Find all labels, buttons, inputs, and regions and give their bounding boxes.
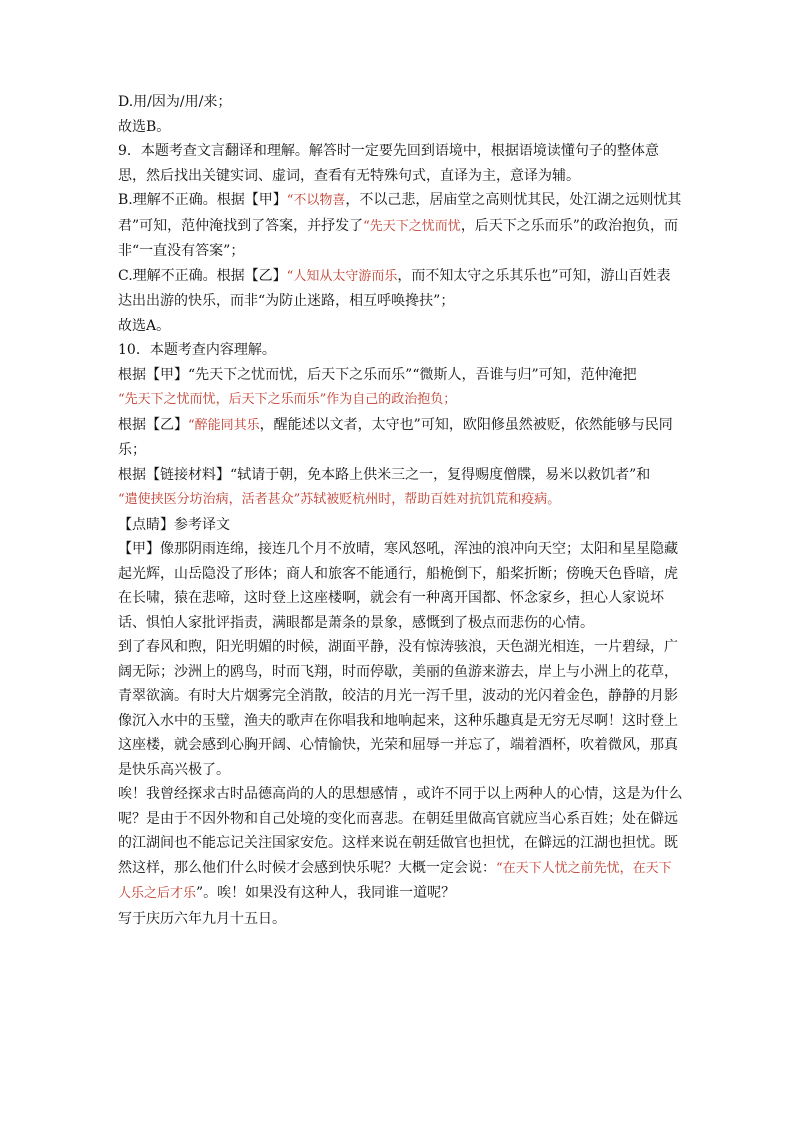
paragraph — [118, 487, 684, 513]
paragraph — [118, 264, 684, 314]
paragraph — [118, 314, 684, 339]
paragraph — [118, 782, 684, 907]
text-run: ”。唉！如果没有这种人，我同谁一道呢？ — [196, 885, 456, 901]
quoted-text: “在天下人忧之前先忧，在天下人乐之后才乐 — [118, 860, 672, 901]
quoted-text: “不以物喜 — [286, 193, 346, 208]
paragraph — [118, 115, 684, 140]
quoted-text: “遣使挟医分坊治病，活者甚众”苏轼被贬杭州时，帮助百姓对抗饥荒和疫病。 — [118, 492, 561, 507]
text-run: 根据【甲】“先天下之忧而忧，后天下之乐而乐”“微斯人，吾谁与归”可知，范仲淹把 — [118, 366, 637, 383]
text-run: ，醒能述以文者，太守也”可知，欧阳修虽然被贬，依然能够与民同乐； — [118, 416, 673, 458]
text-run: 故选A。 — [118, 317, 171, 334]
text-run: 10．本题考查内容理解。 — [118, 342, 276, 358]
text-run: ，而不知太守之乐其乐也”可知，游山百姓表达出出游的快乐，而非“为防止迷路，相互呼唤搀扶”； — [118, 267, 671, 309]
paragraph — [118, 635, 684, 782]
paragraph — [118, 537, 684, 635]
paragraph — [118, 387, 684, 413]
paragraph — [118, 188, 684, 264]
paragraph — [118, 338, 684, 363]
text-run: 根据【乙】 — [118, 416, 188, 433]
quoted-text: “醉能同其乐 — [188, 417, 260, 433]
paragraph — [118, 513, 684, 538]
text-run: 写于庆历六年九月十五日。 — [118, 910, 286, 927]
text-run: 到了春风和煦，阳光明媚的时候，湖面平静，没有惊涛骇浪，天色湖光相连，一片碧绿，广阔无际；沙洲上的鸥鸟，时而飞翔，时而停歇，美丽的鱼游来游去，岸上与小洲上的花草，青翠欲滴。有时大片烟雾完全消散，皎洁的月光一泻千里，波动的光闪着金色，静静的月影像沉入水中的玉璧，渔夫的歌声在你唱我和地响起来，这种乐趣真是无穷无尽啊！这时登上这座楼，就会感到心胸开阔、心情愉快，光荣和屈辱一并忘了，端着酒杯，吹着微风，那真是快乐高兴极了。 — [118, 639, 678, 778]
text-run: 根据【链接材料】“轼请于朝，免本路上供米三之一，复得赐度僧牒，易米以救饥者”和 — [118, 466, 651, 483]
text-run: ，后天下之乐而乐”的政治抱负，而非“一直没有答案”； — [118, 217, 678, 259]
text-run: 唉！我曾经探求古时品德高尚的人的思想感情 ，或许不同于以上两种人的心情，这是为什么呢？是由于不因外物和自己处境的变化而喜悲。在朝廷里做高官就应当心系百姓；处在僻远的江湖间也不能忘记关注国家安危。这样来说在朝廷做官也担忧，在僻远的江湖也担忧。既然这样，那么他们什么时候才会感到快乐呢？大概一定会说： — [118, 786, 683, 876]
text-run: D.用/因为/用/来； — [118, 94, 232, 110]
quoted-text: “先天下之忧而忧，后天下之乐而乐”作为自己的政治抱负； — [118, 392, 457, 407]
text-run: ，不以己悲，居庙堂之高则忧其民，处江湖之远则忧其君”可知，范仲淹找到了答案，并抒发了 — [118, 192, 682, 234]
paragraph — [118, 907, 684, 932]
paragraph — [118, 463, 684, 488]
paragraph — [118, 139, 684, 188]
quoted-text: “先天下之忧而忧 — [363, 218, 461, 234]
text-run: 9．本题考查文言翻译和理解。解答时一定要先回到语境中，根据语境读懂句子的整体意思，然后找出关键实词、虚词，查看有无特殊句式，直译为主，意译为辅。 — [118, 143, 659, 184]
text-run: 故选B。 — [118, 118, 171, 135]
quoted-text: “人知从太守游而乐 — [286, 268, 398, 284]
text-run: 【点睛】参考译文 — [118, 516, 230, 533]
text-run: B.理解不正确。根据【甲】 — [118, 192, 287, 208]
paragraph — [118, 90, 684, 115]
text-run: C.理解不正确。根据【乙】 — [118, 267, 287, 284]
paragraph — [118, 413, 684, 463]
text-run: 【甲】像那阴雨连绵，接连几个月不放晴，寒风怒吼，浑浊的浪冲向天空；太阳和星星隐藏起光辉，山岳隐没了形体；商人和旅客不能通行，船桅倒下，船桨折断；傍晚天色昏暗，虎在长啸，猿在悲啼，这时登上这座楼啊，就会有一种离开国都、怀念家乡，担心人家说坏话、惧怕人家批评指责，满眼都是萧条的景象，感慨到了极点而悲伤的心情。 — [118, 541, 678, 631]
paragraph — [118, 363, 684, 388]
